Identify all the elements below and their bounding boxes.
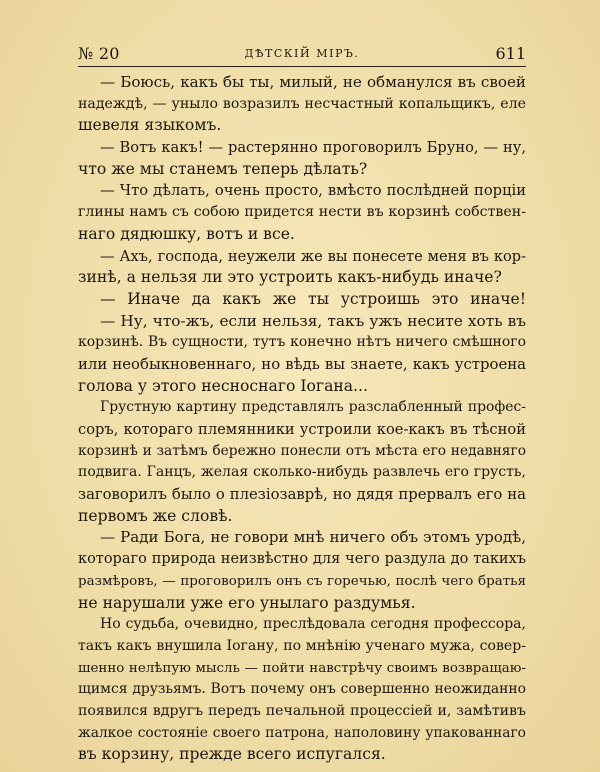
text-line: появился вдругъ передъ печальной процессіей и, замѣтивъ — [78, 702, 526, 719]
article-body — [78, 72, 526, 766]
issue-number: № 20 — [78, 44, 120, 63]
text-line: подвига. Ганцъ, желая сколько-нибудь развлечь его грусть, — [78, 464, 526, 481]
text-line: соръ, котораго племянники устроили кое-какъ въ тѣсной — [78, 421, 526, 438]
text-line: глины намъ съ собою придется нести въ корзинѣ собствен- — [78, 204, 526, 221]
text-line: въ корзину, прежде всего испугался. — [78, 745, 386, 764]
text-line: — Вотъ какъ! — растерянно проговорилъ Бруно, — ну, — [100, 139, 526, 157]
text-line: — Ради Бога, не говори мнѣ ничего объ этомъ уродѣ, — [100, 528, 526, 547]
text-line: жалкое состояніе своего патрона, наполовину упакованнаго — [78, 724, 526, 741]
text-line: — Что дѣлать, очень просто, вмѣсто послѣдней порціи — [100, 182, 526, 200]
text-line: котораго природа неизвѣстно для чего раздула до такихъ — [78, 551, 526, 568]
text-line: не нарушали уже его унылаго раздумья. — [78, 593, 416, 612]
text-line: — Иначе да какъ же ты устроишь это иначе! — [100, 289, 526, 308]
text-line: что же мы станемъ теперь дѣлать? — [78, 159, 368, 178]
text-line: — Боюсь, какъ бы ты, милый, не обманулся въ своей — [100, 73, 526, 91]
text-line: Грустную картину представлялъ разслабленный профес- — [100, 399, 526, 416]
running-header — [78, 44, 526, 68]
text-line: — Ахъ, господа, неужели же вы понесете меня въ кор- — [100, 247, 526, 265]
text-line: Но судьба, очевидно, преслѣдовала сегодня профессора, — [100, 616, 526, 633]
text-line: размѣровъ, — проговорилъ онъ съ горечью, послѣ чего братья — [78, 573, 526, 589]
text-line: корзинѣ и затѣмъ бережно понесли отъ мѣста его недавняго — [78, 442, 526, 459]
text-line: — Ну, что-жъ, если нельзя, такъ ужъ несите хоть въ — [100, 311, 526, 330]
text-line: или необыкновеннаго, но вѣдь вы знаете, какъ устроена — [78, 354, 526, 373]
text-line: щимся друзьямъ. Вотъ почему онъ совершенно неожиданно — [78, 681, 526, 698]
text-line: корзинѣ. Въ сущности, тутъ конечно нѣтъ ничего смѣшного — [78, 334, 526, 351]
text-line: заговорилъ было о плезіозаврѣ, но дядя прервалъ его на — [78, 486, 526, 504]
text-line: зинѣ, а нельзя ли это устроить какъ-нибудь иначе? — [78, 268, 502, 287]
text-line: наго дядюшку, вотъ и все. — [78, 224, 295, 243]
header-rule — [78, 66, 526, 67]
text-line: надеждѣ, — уныло возразилъ несчастный копальщикъ, еле — [78, 95, 526, 112]
text-line: первомъ же словѣ. — [78, 506, 233, 525]
page-number: 611 — [495, 44, 526, 63]
text-line: такъ какъ внушила Іогану, по мнѣнію ученаго мужа, совер- — [78, 637, 526, 654]
journal-title: ДѢТСКІЙ МІРЪ. — [244, 47, 360, 60]
text-line: шевеля языкомъ. — [78, 116, 222, 135]
text-line: шенно нелѣпую мысль — пойти навстрѣчу своимъ возвращаю- — [78, 660, 526, 676]
text-line: голова у этого несноснаго Іогана... — [78, 376, 368, 395]
